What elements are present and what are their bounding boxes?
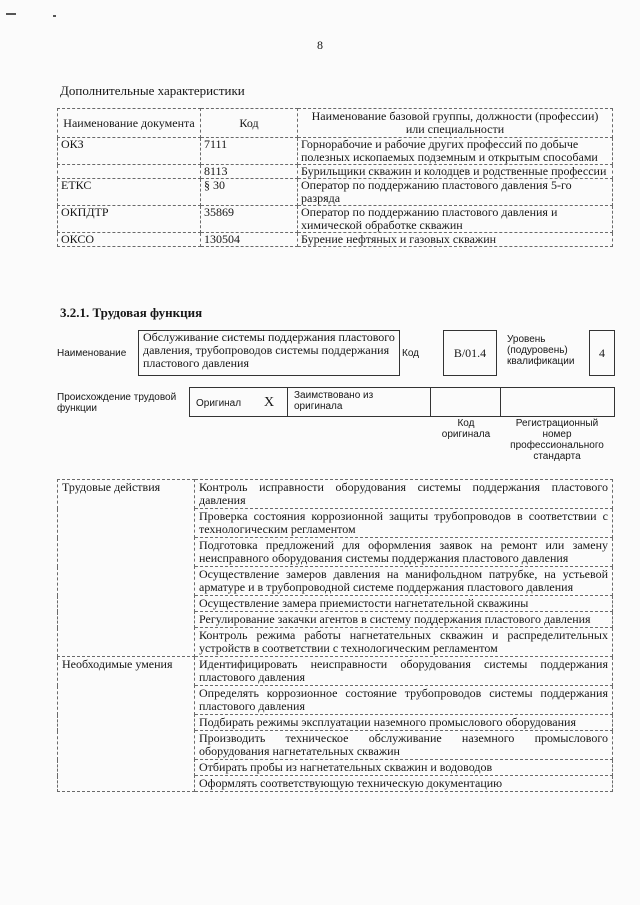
- labor-action: Осуществление замера приемистости нагнетательной скважины: [195, 596, 613, 612]
- labor-action: Подготовка предложений для оформления заявок на ремонт или замену неисправного оборудования системы поддержания пластового давления: [195, 538, 613, 567]
- labor-action: Контроль режима работы нагнетательных скважин и распределительных устройств в соответствии с технологическим регламентом: [195, 628, 613, 657]
- page-number: 8: [317, 38, 323, 52]
- name-cell: Бурильщики скважин и колодцев и родственные профессии: [298, 165, 613, 179]
- scan-mark: [53, 15, 56, 17]
- function-name-box: [138, 330, 400, 376]
- level-value: 4: [599, 346, 605, 360]
- skill: Отбирать пробы из нагнетательных скважин и водоводов: [195, 760, 613, 776]
- code-cell: § 30: [201, 179, 298, 206]
- origin-box: [189, 387, 615, 417]
- skill: Оформлять соответствующую техническую документацию: [195, 776, 613, 792]
- table-row: [58, 165, 613, 179]
- level-box: [589, 330, 615, 376]
- skill: Производить техническое обслуживание наземного промыслового оборудования нагнетательных скважин: [195, 731, 613, 760]
- function-code-box: [443, 330, 497, 376]
- column-header: Наименование документа: [58, 109, 201, 138]
- skill: Определять коррозионное состояние трубопроводов системы поддержания пластового давления: [195, 686, 613, 715]
- name-cell: Оператор по поддержанию пластового давления и химической обработке скважин: [298, 206, 613, 233]
- table-row: [58, 206, 613, 233]
- table-row: [58, 480, 613, 509]
- actions-table: [57, 479, 613, 792]
- table-row: [58, 233, 613, 247]
- borrowed-label: Заимствовано из оригинала: [294, 390, 374, 412]
- skill: Идентифицировать неисправности оборудования системы поддержания пластового давления: [195, 657, 613, 686]
- code-cell: 7111: [201, 138, 298, 165]
- code-cell: 130504: [201, 233, 298, 247]
- column-header: Код: [201, 109, 298, 138]
- labor-action: Регулирование закачки агентов в систему поддержания пластового давления: [195, 612, 613, 628]
- skills-label: Необходимые умения: [58, 657, 195, 792]
- doc-cell: [58, 165, 201, 179]
- doc-cell: ЕТКС: [58, 179, 201, 206]
- reg-number-caption: Регистрационный номер профессионального стандарта: [510, 418, 604, 462]
- code-original-caption: Код оригинала: [441, 418, 491, 440]
- divider: [430, 388, 431, 416]
- labor-action: Осуществление замеров давления на манифольдном патрубке, на устьевой арматуре и в трубопроводной системе поддержания пластового давления: [195, 567, 613, 596]
- column-header: Наименование базовой группы, должности (профессии) или специальности: [298, 109, 613, 138]
- labor-action: Проверка состояния коррозионной защиты трубопроводов в соответствии с технологическим регламентом: [195, 509, 613, 538]
- characteristics-table: [57, 108, 613, 247]
- section-title: Дополнительные характеристики: [60, 83, 245, 98]
- code-label: Код: [402, 348, 420, 359]
- doc-cell: ОКЗ: [58, 138, 201, 165]
- original-mark: X: [264, 395, 275, 410]
- original-label: Оригинал: [196, 398, 242, 409]
- name-cell: Оператор по поддержанию пластового давления 5-го разряда: [298, 179, 613, 206]
- scan-mark: [6, 13, 16, 15]
- table-row: [58, 657, 613, 686]
- labor-action: Контроль исправности оборудования системы поддержания пластового давления: [195, 480, 613, 509]
- doc-cell: ОКПДТР: [58, 206, 201, 233]
- function-heading: 3.2.1. Трудовая функция: [60, 305, 203, 320]
- level-label: Уровень (подуровень) квалификации: [507, 334, 575, 367]
- table-header-row: [58, 109, 613, 138]
- skill: Подбирать режимы эксплуатации наземного промыслового оборудования: [195, 715, 613, 731]
- divider: [500, 388, 501, 416]
- doc-cell: ОКСО: [58, 233, 201, 247]
- table-row: [58, 179, 613, 206]
- function-name-value: Обслуживание системы поддержания пластового давления, трубопроводов системы поддержания пластового давления: [143, 330, 395, 370]
- name-cell: Горнорабочие и рабочие других профессий по добыче полезных ископаемых подземным и открытым способами: [298, 138, 613, 165]
- code-cell: 8113: [201, 165, 298, 179]
- divider: [287, 388, 288, 416]
- code-cell: 35869: [201, 206, 298, 233]
- table-row: [58, 138, 613, 165]
- name-cell: Бурение нефтяных и газовых скважин: [298, 233, 613, 247]
- name-label: Наименование: [57, 348, 127, 359]
- origin-label: Происхождение трудовой функции: [57, 392, 177, 414]
- labor-actions-label: Трудовые действия: [58, 480, 195, 657]
- function-code-value: В/01.4: [453, 346, 487, 360]
